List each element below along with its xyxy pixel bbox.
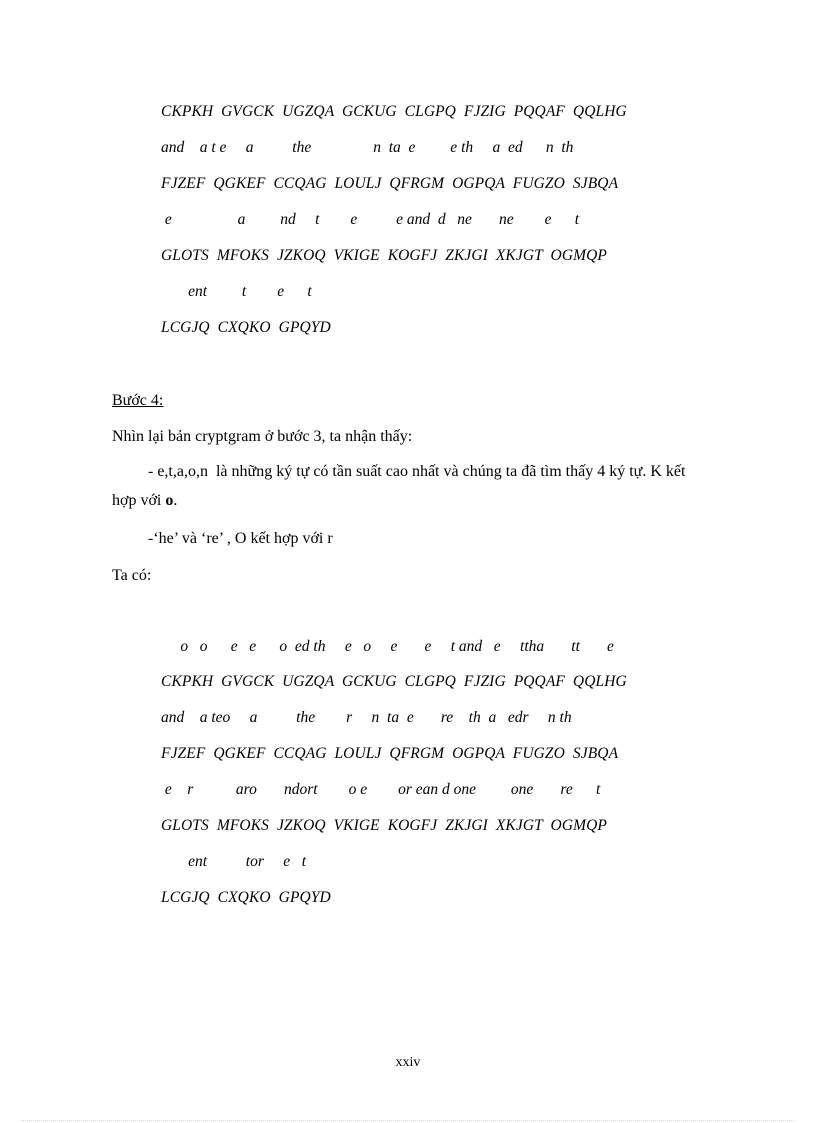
plaintext-line: e r aro ndort o e or ean d one one re t: [161, 781, 601, 798]
page-number: xxiv: [395, 1055, 421, 1070]
cipher-line: FJZEF QGKEF CCQAG LOULJ QFRGM OGPQA FUGZO SJBQA: [161, 175, 619, 192]
bullet-line-continuation: [112, 491, 177, 511]
page-bottom-divider: [22, 1120, 794, 1121]
cipher-line: FJZEF QGKEF CCQAG LOULJ QFRGM OGPQA FUGZO SJBQA: [161, 745, 619, 762]
bullet-line: - e,t,a,o,n là những ký tự có tần suất cao nhất và chúng ta đã tìm thấy 4 ký tự. K kết: [148, 463, 686, 480]
conclusion-text: Ta có:: [112, 567, 152, 584]
plaintext-line: ent t e t: [161, 283, 312, 300]
plaintext-line: o o e e o ed th e o e e t and e ttha tt e: [161, 638, 614, 655]
cipher-line: LCGJQ CXQKO GPQYD: [161, 319, 331, 336]
intro-paragraph: Nhìn lại bản cryptgram ở bước 3, ta nhận thấy:: [112, 428, 413, 445]
bullet-period: .: [173, 492, 178, 509]
cipher-line: GLOTS MFOKS JZKOQ VKIGE KOGFJ ZKJGI XKJGT OGMQP: [161, 247, 607, 264]
bold-letter: o: [165, 492, 174, 509]
step-heading: Bước 4:: [112, 392, 164, 409]
cipher-line: LCGJQ CXQKO GPQYD: [161, 889, 331, 906]
cipher-line: CKPKH GVGCK UGZQA GCKUG CLGPQ FJZIG PQQAF QQLHG: [161, 103, 627, 120]
cipher-line: CKPKH GVGCK UGZQA GCKUG CLGPQ FJZIG PQQAF QQLHG: [161, 673, 627, 690]
bullet-line: -‘he’ và ‘re’ , O kết hợp với r: [148, 530, 333, 547]
plaintext-line: e a nd t e e and d ne ne e t: [161, 211, 580, 228]
plaintext-line: ent tor e t: [161, 853, 307, 870]
bullet-continuation-text: hợp với: [112, 492, 166, 509]
plaintext-line: and a t e a the n ta e e th a ed n th: [161, 139, 574, 156]
plaintext-line: and a teo a the r n ta e re th a edr n th: [161, 709, 572, 726]
cipher-line: GLOTS MFOKS JZKOQ VKIGE KOGFJ ZKJGI XKJGT OGMQP: [161, 817, 607, 834]
